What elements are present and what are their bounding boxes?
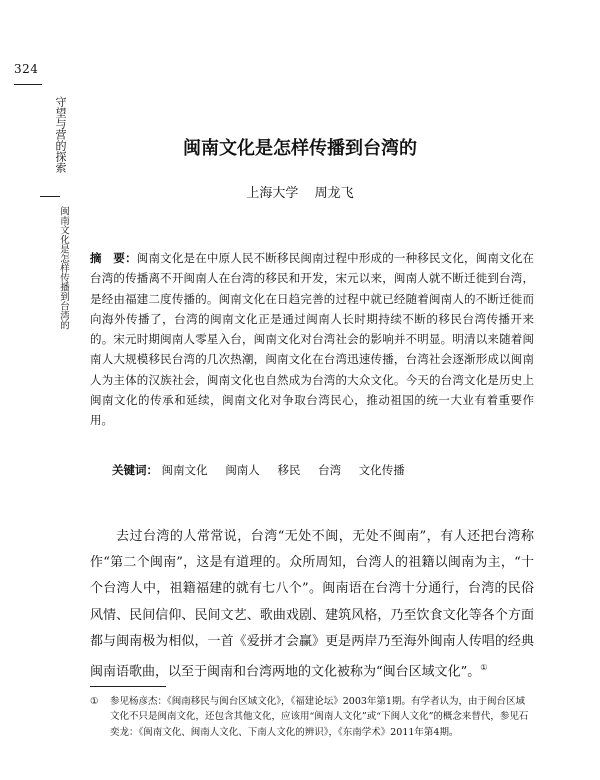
running-article-title: 闽南文化是怎样传播到台湾的 <box>58 206 69 330</box>
body-paragraph-text: 去过台湾的人常常说，台湾“无处不闽，无处不闽南”，有人还把台湾称作“第二个闽南”，这是有道理的。众所周知，台湾人的祖籍以闽南为主，“十个台湾人中，祖籍福建的就有七八个”。闽南语在台湾十分通行，台湾的民俗风情、民间信仰、民间文艺、歌曲戏剧、建筑风格，乃至饮食文化等各个方面都与闽南极为相似，一首《爱拼才会赢》更是两岸乃至海外闽南人传唱的经典闽南语歌曲，以至于闽南和台湾两地的文化被称为“闽台区域文化”。 <box>90 529 534 680</box>
footnote <box>90 694 534 740</box>
abstract-text: 闽南文化是在中原人民不断移民闽南过程中形成的一种移民文化，闽南文化在台湾的传播离不开闽南人在台湾的移民和开发，宋元以来，闽南人就不断迁徙到台湾，是经由福建二度传播的。闽南文化在日趋完善的过程中就已经随着闽南人的不断迁徙而向海外传播了，台湾的闽南文化正是通过闽南人长时期持续不断的移民台湾传播开来的。宋元时期闽南人零星入台，闽南文化对台湾社会的影响并不明显。明清以来随着闽南人大规模移民台湾的几次热潮，闽南文化在台湾迅速传播，台湾社会逐渐形成以闽南人为主体的汉族社会，闽南文化也自然成为台湾的大众文化。今天的台湾文化是历史上闽南文化的传承和延续，闽南文化对争取台湾民心，推动祖国的统一大业有着重要作用。 <box>90 251 535 428</box>
keyword: 台湾 <box>318 463 342 477</box>
footnote-rule <box>90 686 166 687</box>
keywords-label: 关键词： <box>112 463 158 477</box>
article-title: 闽南文化是怎样传播到台湾的 <box>183 138 417 159</box>
running-series-title: 守望与营的探索 <box>54 96 67 173</box>
page-number-rule <box>14 84 42 85</box>
keyword: 移民 <box>277 463 301 477</box>
author-affiliation: 上海大学 <box>246 186 299 201</box>
keywords <box>112 462 419 478</box>
keyword: 闽南文化 <box>161 463 208 477</box>
keyword: 文化传播 <box>358 463 405 477</box>
footnote-mark: ① <box>90 696 99 707</box>
abstract <box>90 248 534 431</box>
abstract-label: 摘 要： <box>90 251 137 265</box>
footnote-text: 参见杨彦杰：《闽南移民与闽台区域文化》，《福建论坛》2003年第1期。有学者认为，由于闽台区域文化不只是闽南文化，还包含其他文化，应该用“闽南人文化”或“下闽人文化”的概念来替代，参见石奕龙：《闽南文化、闽南人文化、下南人文化的辨识》，《东南学术》2011年第4期。 <box>110 696 529 738</box>
author-line <box>0 182 600 201</box>
page-number: 324 <box>14 62 39 76</box>
footnote-reference: ① <box>480 663 488 673</box>
keyword: 闽南人 <box>225 463 260 477</box>
author-name: 周龙飞 <box>314 186 354 201</box>
body-paragraph <box>90 524 534 686</box>
